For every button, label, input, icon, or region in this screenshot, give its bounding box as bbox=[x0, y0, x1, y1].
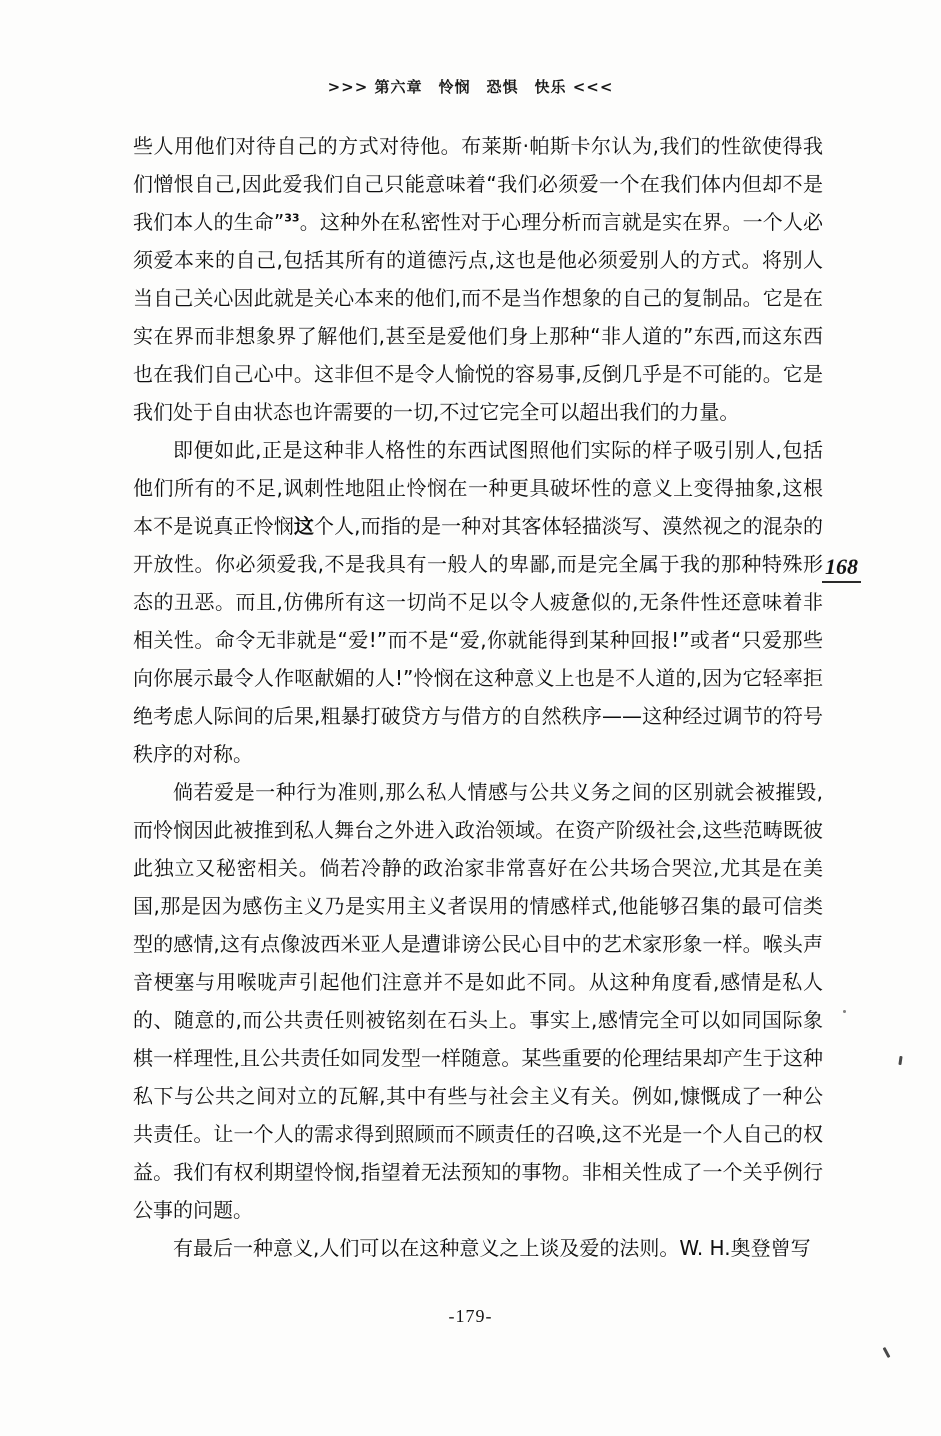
page-number: -179- bbox=[448, 1306, 493, 1326]
text-segment: 些人用他们对待自己的方式对待他。布莱斯·帕斯卡尔认为,我们的性欲使得我们憎恨自己,因此爱我们自己只能意味着“我们必须爱一个在我们体内但却不是我们本人的生命” bbox=[133, 134, 823, 234]
text-segment: 这 bbox=[293, 514, 314, 538]
footnote-ref: 33 bbox=[284, 211, 300, 225]
paragraph bbox=[133, 773, 823, 1229]
scan-speckle bbox=[883, 1347, 891, 1358]
text-segment: 个人,而指的是一种对其客体轻描淡写、漠然视之的混杂的开放性。你必须爱我,不是我具有一般人的卑鄙,而是完全属于我的那种特殊形态的丑恶。而且,仿佛所有这一切尚不足以令人疲惫似的,无条件性还意味着非相关性。命令无非就是“爱!”而不是“爱,你就能得到某种回报!”或者“只爱那些向你展示最令人作呕献媚的人!”怜悯在这种意义上也是不人道的,因为它轻率拒绝考虑人际间的后果,粗暴打破贷方与借方的自然秩序——这种经过调节的符号秩序的对称。 bbox=[133, 514, 824, 766]
text-segment: 倘若爱是一种行为准则,那么私人情感与公共义务之间的区别就会被摧毁,而怜悯因此被推到私人舞台之外进入政治领域。在资产阶级社会,这些范畴既彼此独立又秘密相关。倘若冷静的政治家非常喜好在公共场合哭泣,尤其是在美国,那是因为感伤主义乃是实用主义者误用的情感样式,他能够召集的最可信类型的感情,这有点像波西米亚人是遭诽谤公民心目中的艺术家形象一样。喉头声音梗塞与用喉咙声引起他们注意并不是如此不同。从这种角度看,感情是私人的、随意的,而公共责任则被铭刻在石头上。事实上,感情完全可以如同国际象棋一样理性,且公共责任如同发型一样随意。某些重要的伦理结果却产生于这种私下与公共之间对立的瓦解,其中有些与社会主义有关。例如,慷慨成了一种公共责任。让一个人的需求得到照顾而不顾责任的召唤,这不光是一个人自己的权益。我们有权利期望怜悯,指望着无法预知的事物。非相关性成了一个关乎例行公事的问题。 bbox=[133, 780, 823, 1222]
paragraph bbox=[133, 1229, 823, 1267]
body-text bbox=[133, 127, 823, 1267]
text-segment: 有最后一种意义,人们可以在这种意义之上谈及爱的法则。W. H.奥登曾写 bbox=[173, 1236, 811, 1260]
paragraph bbox=[133, 127, 823, 431]
margin-page-ref: 168 bbox=[822, 554, 861, 583]
chapter-header: >>> 第六章 怜悯 恐惧 快乐 <<< bbox=[327, 78, 614, 96]
scan-speckle bbox=[843, 1010, 846, 1013]
text-segment: 。这种外在私密性对于心理分析而言就是实在界。一个人必须爱本来的自己,包括其所有的道德污点,这也是他必须爱别人的方式。将别人当自己关心因此就是关心本来的他们,而不是当作想象的自己的复制品。它是在实在界而非想象界了解他们,甚至是爱他们身上那种“非人道的”东西,而这东西也在我们自己心中。这非但不是令人愉悦的容易事,反倒几乎是不可能的。它是我们处于自由状态也许需要的一切,不过它完全可以超出我们的力量。 bbox=[133, 210, 823, 424]
text-segment: 即便如此,正是这种非人格性的东西试图照他们实际的样子吸引别人,包括他们所有的不足,讽刺性地阻止怜悯在一种更具破坏性的意义上变得抽象,这根本不是说真正怜悯 bbox=[133, 438, 823, 538]
paragraph bbox=[133, 431, 823, 773]
scan-speckle bbox=[898, 1056, 902, 1065]
